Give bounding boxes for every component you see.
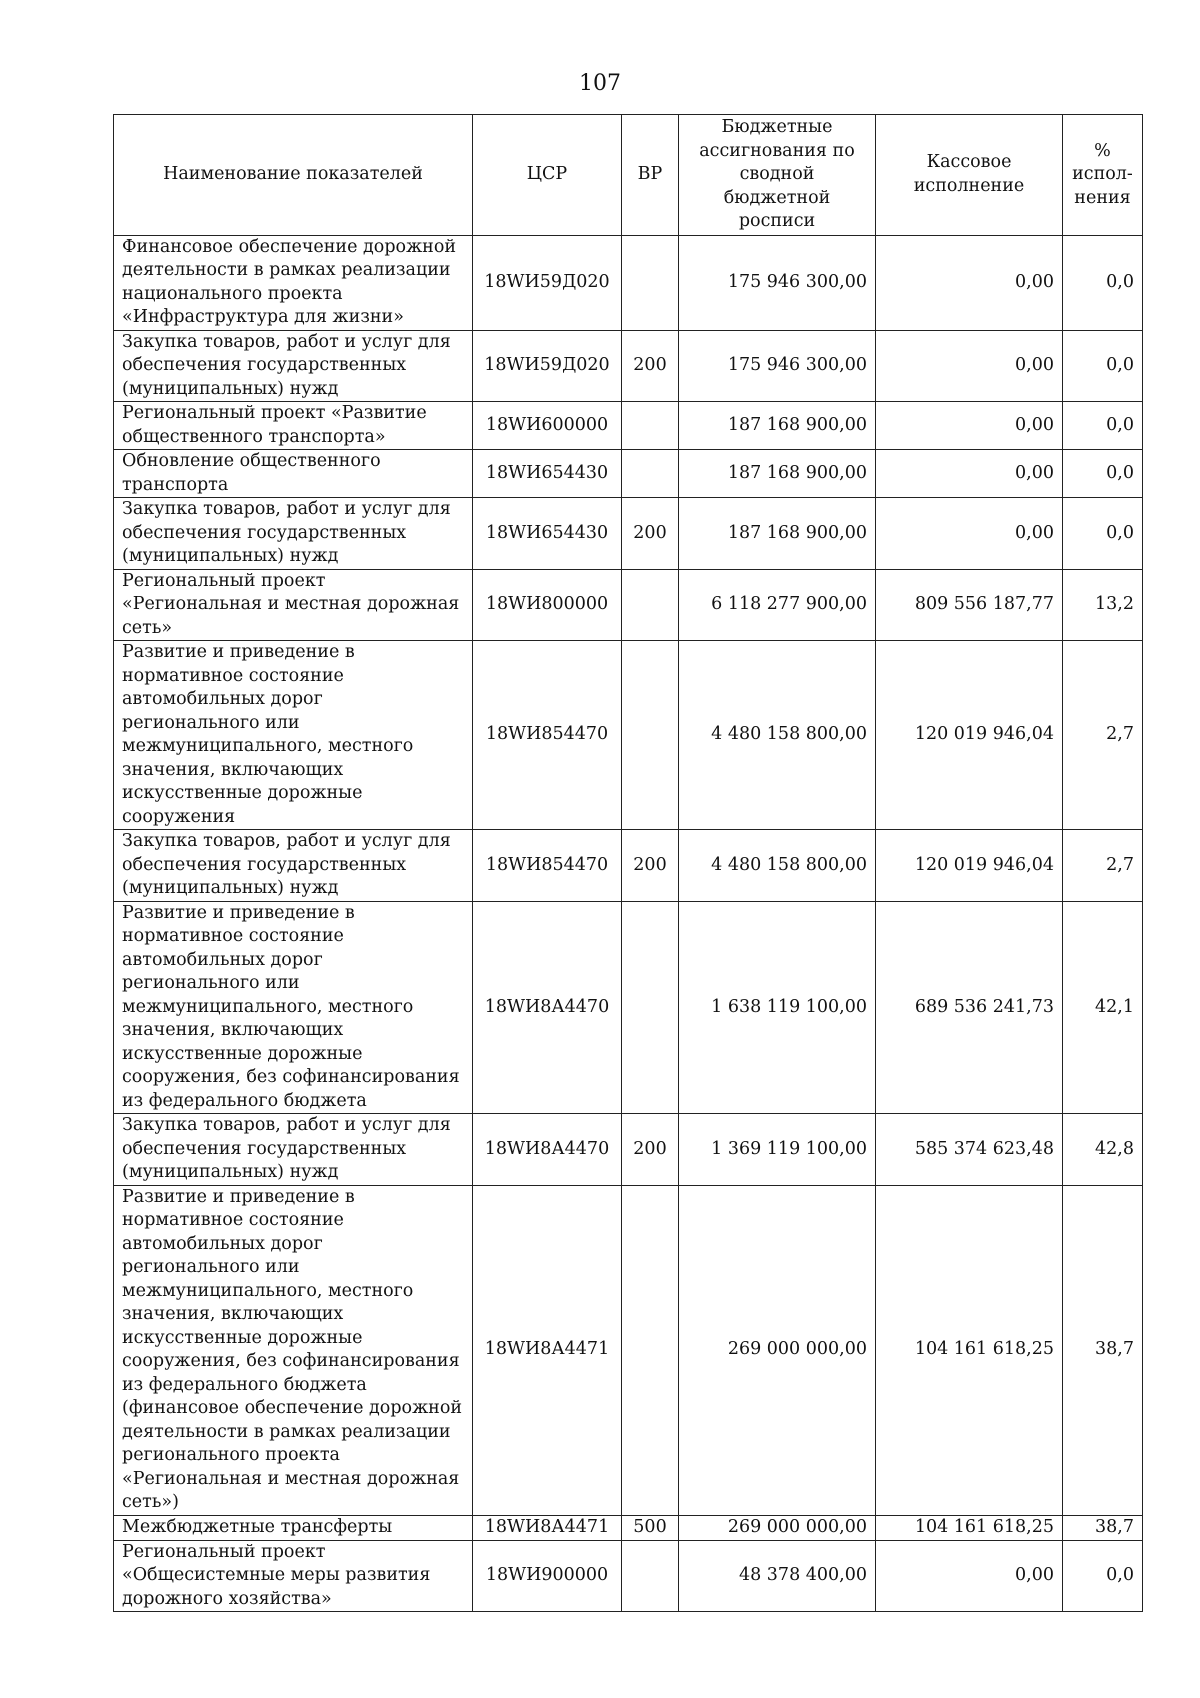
budget-execution-table <box>113 114 1143 1612</box>
table-row <box>114 235 1143 330</box>
table-row <box>114 1515 1143 1540</box>
table-body <box>114 235 1143 1612</box>
cell-csr: 18WИ900000 <box>473 1540 622 1612</box>
cell-percent: 0,0 <box>1063 450 1143 498</box>
cell-vr <box>622 450 679 498</box>
cell-budget: 187 168 900,00 <box>679 402 876 450</box>
cell-cash: 120 019 946,04 <box>876 641 1063 830</box>
cell-name: Развитие и приведение в нормативное состояние автомобильных дорог регионального или межмуниципального, местного значения, включающих искусственные дорожные сооружения, без софинансирования из федерального бюджета <box>114 901 473 1114</box>
cell-percent: 0,0 <box>1063 1540 1143 1612</box>
header-budget: Бюджетные ассигнования по сводной бюджетной росписи <box>679 115 876 236</box>
cell-name: Обновление общественного транспорта <box>114 450 473 498</box>
table-row <box>114 1114 1143 1186</box>
cell-budget: 48 378 400,00 <box>679 1540 876 1612</box>
cell-name: Развитие и приведение в нормативное состояние автомобильных дорог регионального или межмуниципального, местного значения, включающих искусственные дорожные сооружения, без софинансирования из федерального бюджета (финансовое обеспечение дорожной деятельности в рамках реализации регионального проекта «Региональная и местная дорожная сеть») <box>114 1185 473 1515</box>
cell-name: Региональный проект «Развитие общественного транспорта» <box>114 402 473 450</box>
table-row <box>114 450 1143 498</box>
table-row <box>114 641 1143 830</box>
cell-vr: 500 <box>622 1515 679 1540</box>
table-header-row <box>114 115 1143 236</box>
cell-cash: 0,00 <box>876 402 1063 450</box>
table-row <box>114 330 1143 402</box>
cell-cash: 104 161 618,25 <box>876 1185 1063 1515</box>
cell-csr: 18WИ654430 <box>473 498 622 570</box>
cell-name: Закупка товаров, работ и услуг для обеспечения государственных (муниципальных) нужд <box>114 498 473 570</box>
cell-budget: 1 369 119 100,00 <box>679 1114 876 1186</box>
cell-percent: 0,0 <box>1063 402 1143 450</box>
cell-budget: 187 168 900,00 <box>679 498 876 570</box>
cell-cash: 585 374 623,48 <box>876 1114 1063 1186</box>
cell-vr <box>622 1185 679 1515</box>
cell-name: Развитие и приведение в нормативное состояние автомобильных дорог регионального или межмуниципального, местного значения, включающих искусственные дорожные сооружения <box>114 641 473 830</box>
header-vr: ВР <box>622 115 679 236</box>
cell-vr <box>622 569 679 641</box>
header-cash: Кассовое исполнение <box>876 115 1063 236</box>
header-name: Наименование показателей <box>114 115 473 236</box>
cell-csr: 18WИ654430 <box>473 450 622 498</box>
cell-percent: 0,0 <box>1063 498 1143 570</box>
cell-cash: 0,00 <box>876 1540 1063 1612</box>
cell-budget: 269 000 000,00 <box>679 1515 876 1540</box>
cell-csr: 18WИ8А4471 <box>473 1185 622 1515</box>
cell-vr: 200 <box>622 330 679 402</box>
cell-budget: 175 946 300,00 <box>679 235 876 330</box>
cell-csr: 18WИ8А4471 <box>473 1515 622 1540</box>
cell-budget: 4 480 158 800,00 <box>679 830 876 902</box>
cell-vr: 200 <box>622 498 679 570</box>
cell-cash: 120 019 946,04 <box>876 830 1063 902</box>
cell-name: Закупка товаров, работ и услуг для обеспечения государственных (муниципальных) нужд <box>114 1114 473 1186</box>
cell-name: Межбюджетные трансферты <box>114 1515 473 1540</box>
cell-percent: 2,7 <box>1063 641 1143 830</box>
header-percent: % испол-нения <box>1063 115 1143 236</box>
cell-percent: 38,7 <box>1063 1515 1143 1540</box>
cell-budget: 269 000 000,00 <box>679 1185 876 1515</box>
cell-budget: 4 480 158 800,00 <box>679 641 876 830</box>
cell-cash: 809 556 187,77 <box>876 569 1063 641</box>
table-row <box>114 1185 1143 1515</box>
cell-vr <box>622 402 679 450</box>
cell-vr <box>622 641 679 830</box>
cell-vr <box>622 901 679 1114</box>
cell-cash: 0,00 <box>876 235 1063 330</box>
cell-percent: 38,7 <box>1063 1185 1143 1515</box>
cell-percent: 42,1 <box>1063 901 1143 1114</box>
cell-csr: 18WИ59Д020 <box>473 330 622 402</box>
cell-csr: 18WИ59Д020 <box>473 235 622 330</box>
cell-name: Региональный проект «Общесистемные меры развития дорожного хозяйства» <box>114 1540 473 1612</box>
table-row <box>114 1540 1143 1612</box>
cell-cash: 689 536 241,73 <box>876 901 1063 1114</box>
cell-name: Закупка товаров, работ и услуг для обеспечения государственных (муниципальных) нужд <box>114 830 473 902</box>
table-row <box>114 402 1143 450</box>
cell-cash: 0,00 <box>876 330 1063 402</box>
cell-csr: 18WИ854470 <box>473 641 622 830</box>
cell-csr: 18WИ854470 <box>473 830 622 902</box>
cell-percent: 0,0 <box>1063 330 1143 402</box>
cell-vr: 200 <box>622 830 679 902</box>
table-row <box>114 569 1143 641</box>
cell-csr: 18WИ800000 <box>473 569 622 641</box>
cell-name: Финансовое обеспечение дорожной деятельности в рамках реализации национального проекта «Инфраструктура для жизни» <box>114 235 473 330</box>
cell-cash: 0,00 <box>876 498 1063 570</box>
cell-name: Закупка товаров, работ и услуг для обеспечения государственных (муниципальных) нужд <box>114 330 473 402</box>
cell-percent: 42,8 <box>1063 1114 1143 1186</box>
table-row <box>114 830 1143 902</box>
cell-percent: 0,0 <box>1063 235 1143 330</box>
cell-vr: 200 <box>622 1114 679 1186</box>
cell-name: Региональный проект «Региональная и местная дорожная сеть» <box>114 569 473 641</box>
cell-budget: 187 168 900,00 <box>679 450 876 498</box>
cell-csr: 18WИ600000 <box>473 402 622 450</box>
cell-csr: 18WИ8А4470 <box>473 901 622 1114</box>
page-number: 107 <box>579 71 621 96</box>
table-row <box>114 901 1143 1114</box>
cell-budget: 175 946 300,00 <box>679 330 876 402</box>
cell-percent: 13,2 <box>1063 569 1143 641</box>
table-row <box>114 498 1143 570</box>
cell-budget: 1 638 119 100,00 <box>679 901 876 1114</box>
cell-csr: 18WИ8А4470 <box>473 1114 622 1186</box>
cell-cash: 0,00 <box>876 450 1063 498</box>
cell-vr <box>622 235 679 330</box>
cell-vr <box>622 1540 679 1612</box>
cell-percent: 2,7 <box>1063 830 1143 902</box>
cell-cash: 104 161 618,25 <box>876 1515 1063 1540</box>
cell-budget: 6 118 277 900,00 <box>679 569 876 641</box>
header-csr: ЦСР <box>473 115 622 236</box>
